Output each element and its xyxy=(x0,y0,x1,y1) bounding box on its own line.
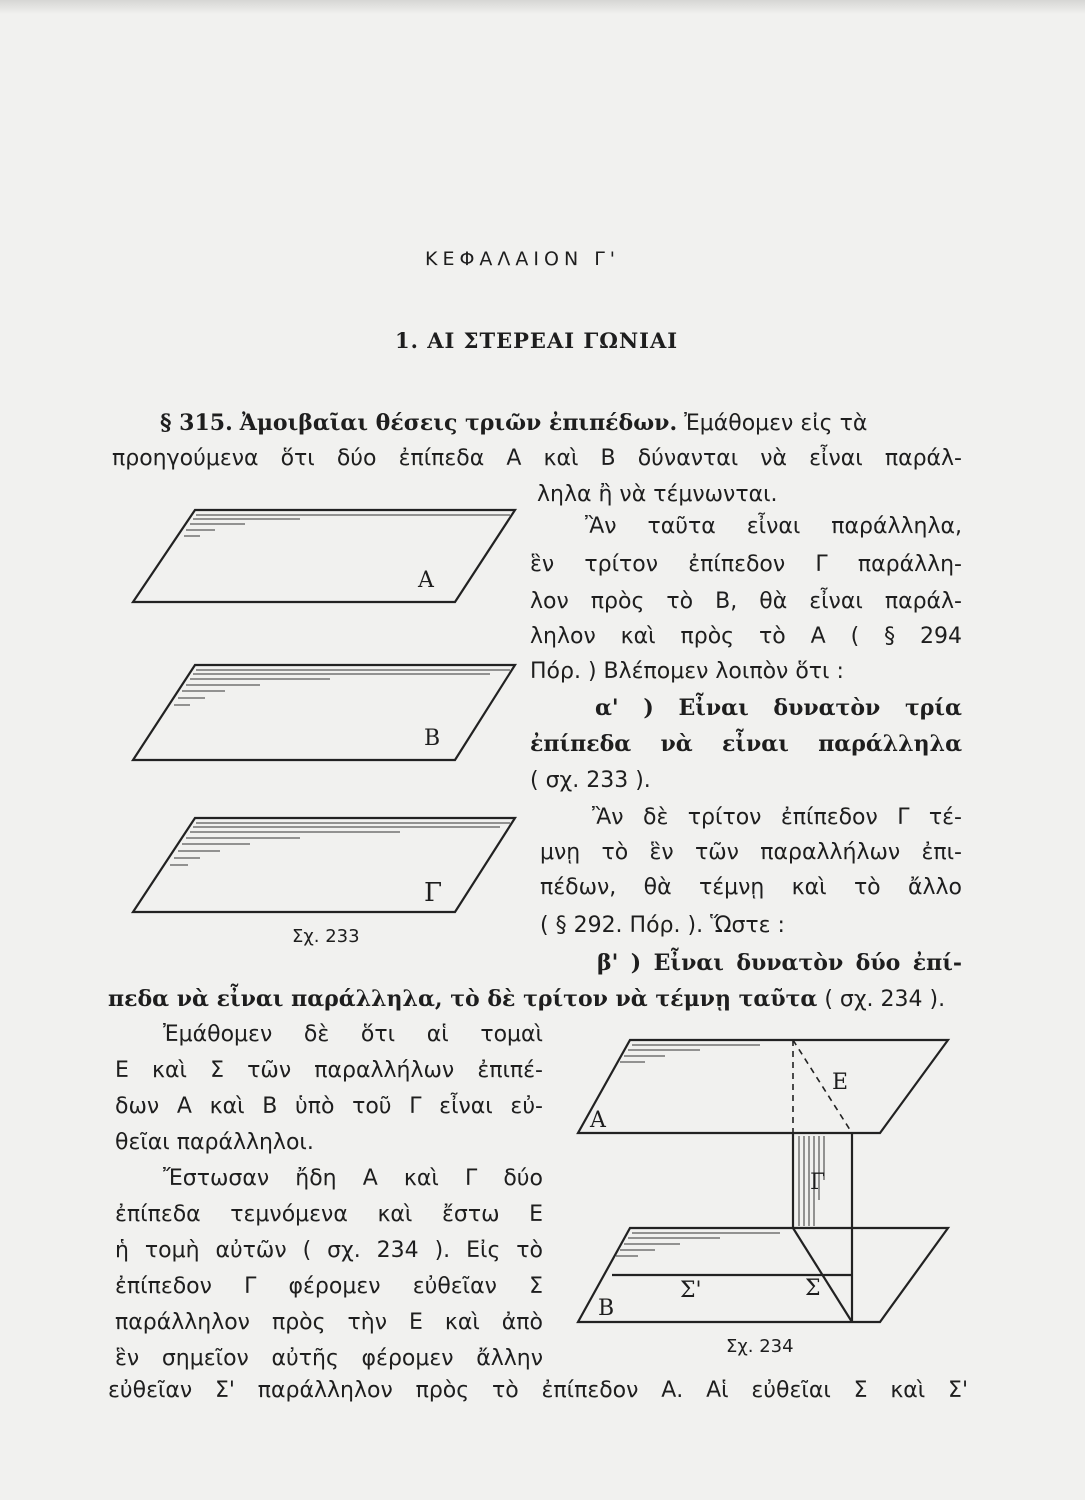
case-b-heading: β' ) Εἶναι δυνατὸν δύο ἐπί- xyxy=(597,950,962,976)
text-line: Πόρ. ) Βλέπομεν λοιπὸν ὅτι : xyxy=(530,659,844,684)
section-title: 1. ΑΙ ΣΤΕΡΕΑΙ ΓΩΝΙΑΙ xyxy=(395,328,679,353)
text-line: Ε καὶ Σ τῶν παραλλήλων ἐπιπέ- xyxy=(115,1058,543,1083)
text-line: ἡ τομὴ αὐτῶν ( σχ. 234 ). Εἰς τὸ xyxy=(115,1238,543,1263)
text-line: εὐθεῖαν Σ' παράλληλον πρὸς τὸ ἐπίπεδον Α. Αἱ εὐθεῖαι Σ καὶ Σ' xyxy=(108,1378,968,1403)
fig233-label-b: Β xyxy=(424,726,441,751)
text-line: ληλα ἢ νὰ τέμνωνται. xyxy=(537,482,778,507)
plane-shading xyxy=(170,515,510,865)
text-line: πέδων, θὰ τέμνῃ καὶ τὸ ἄλλο xyxy=(540,875,962,900)
text-line: λον πρὸς τὸ Β, θὰ εἶναι παράλ- xyxy=(530,589,962,614)
fig233-label-g: Γ xyxy=(424,878,443,908)
text-line: Ἐμάθομεν δὲ ὅτι αἱ τομαὶ xyxy=(163,1022,543,1047)
text-line: μνῃ τὸ ἓν τῶν παραλλήλων ἐπι- xyxy=(540,840,962,865)
fig234-plane-a xyxy=(578,1040,948,1133)
text-line: ἐπίπεδα τεμνόμενα καὶ ἔστω Ε xyxy=(115,1202,543,1227)
text-line: ἓν σημεῖον αὐτῆς φέρομεν ἄλλην xyxy=(115,1346,543,1371)
fig234-label-e: Ε xyxy=(832,1070,849,1095)
text-line: παράλληλον πρὸς τὴν Ε καὶ ἀπὸ xyxy=(115,1310,543,1335)
chapter-heading: ΚΕΦΑΛΑΙΟΝ Γ' xyxy=(425,248,621,270)
case-a-heading: α' ) Εἶναι δυνατὸν τρία xyxy=(595,695,962,721)
text-line: δων Α καὶ Β ὑπὸ τοῦ Γ εἶναι εὐ- xyxy=(115,1094,543,1119)
text-line: θεῖαι παράλληλοι. xyxy=(115,1130,314,1155)
text-line: ἐπίπεδον Γ φέρομεν εὐθεῖαν Σ xyxy=(115,1274,543,1299)
fig234-label-b: Β xyxy=(598,1296,615,1321)
text-line: ἓν τρίτον ἐπίπεδον Γ παράλλη- xyxy=(530,552,962,577)
fig234-caption: Σχ. 234 xyxy=(726,1336,794,1357)
text-line: Ἔστωσαν ἤδη Α καὶ Γ δύο xyxy=(163,1166,543,1191)
text-line: ληλον καὶ πρὸς τὸ Α ( § 294 xyxy=(530,624,962,649)
text-line: Ἂν δὲ τρίτον ἐπίπεδον Γ τέ- xyxy=(592,805,962,830)
paragraph-text: Ἐμάθομεν εἰς τὰ xyxy=(684,411,868,436)
fig234-label-a: Α xyxy=(590,1108,606,1133)
case-b-ref: ( σχ. 234 ). xyxy=(824,987,946,1012)
case-b-text: πεδα νὰ εἶναι παράλληλα, τὸ δὲ τρίτον νὰ τέμνῃ ταῦτα xyxy=(108,986,818,1012)
text-line: Ἂν ταῦτα εἶναι παράλληλα, xyxy=(585,514,962,539)
text-line: ( § 292. Πόρ. ). Ὥστε : xyxy=(540,913,785,938)
fig234-label-g: Γ xyxy=(810,1170,826,1195)
fig234-label-s-prime: Σ' xyxy=(680,1278,702,1303)
paragraph-number: § 315. xyxy=(160,410,233,436)
paragraph-heading: Ἀμοιβαῖαι θέσεις τριῶν ἐπιπέδων. xyxy=(239,410,678,436)
text-line: προηγούμενα ὅτι δύο ἐπίπεδα Α καὶ Β δύνανται νὰ εἶναι παράλ- xyxy=(112,446,962,471)
fig233-caption: Σχ. 233 xyxy=(292,926,360,947)
case-a-text: ἐπίπεδα νὰ εἶναι παράλληλα xyxy=(530,731,962,757)
case-a-ref: ( σχ. 233 ). xyxy=(530,768,651,793)
fig233-label-a: Α xyxy=(418,568,434,593)
fig234-label-s: Σ xyxy=(805,1276,821,1301)
